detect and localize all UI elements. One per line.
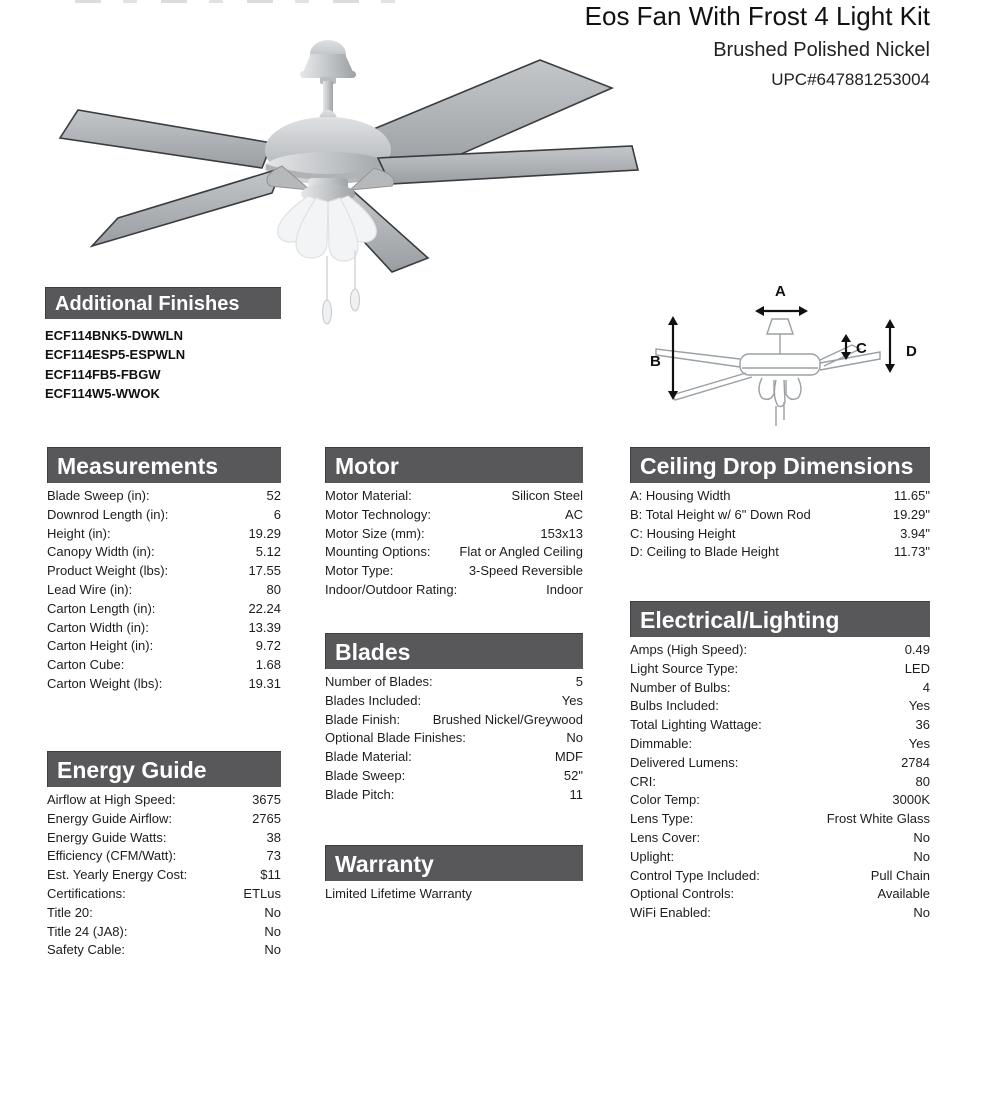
spec-value: 5	[575, 674, 583, 689]
spec-label: Carton Height (in):	[47, 638, 154, 654]
spec-row	[47, 600, 281, 619]
spec-row	[630, 697, 930, 716]
spec-value: 3675	[252, 792, 281, 807]
spec-label: Est. Yearly Energy Cost:	[47, 867, 188, 883]
spec-row	[325, 581, 583, 600]
spec-value: 22.24	[248, 600, 281, 616]
spec-label: Amps (High Speed):	[630, 642, 748, 657]
diagram-label-a: A	[775, 283, 786, 300]
spec-row	[325, 711, 583, 730]
measurements-header: Measurements	[47, 447, 281, 483]
diagram-label-d: D	[906, 343, 917, 360]
spec-value: No	[913, 829, 930, 845]
spec-row	[630, 810, 930, 829]
spec-value: 9.72	[255, 638, 281, 654]
spec-label: Optional Controls:	[630, 886, 735, 902]
canopy	[300, 40, 356, 78]
spec-row	[47, 506, 281, 525]
spec-row	[325, 692, 583, 711]
ceiling-drop-header: Ceiling Drop Dimensions	[630, 447, 930, 483]
spec-value: 38	[266, 829, 281, 845]
spec-value: 153x13	[540, 525, 583, 541]
spec-row	[325, 562, 583, 581]
spec-value: 52"	[563, 767, 583, 783]
spec-label: Blade Finish:	[325, 711, 401, 727]
spec-row	[630, 867, 930, 886]
spec-row	[630, 904, 930, 923]
spec-row	[325, 748, 583, 767]
spec-row	[47, 675, 281, 694]
spec-value: 5.12	[255, 544, 281, 560]
spec-label: Carton Width (in):	[47, 619, 149, 635]
spec-value: 3000K	[892, 792, 930, 808]
spec-row	[630, 506, 930, 525]
finish-sku: ECF114ESP5-ESPWLN	[45, 347, 186, 363]
spec-value: Pull Chain	[870, 867, 930, 883]
diagram-label-c: C	[856, 340, 867, 357]
spec-row	[47, 866, 281, 885]
spec-label: Title 20:	[47, 904, 93, 920]
spec-row	[630, 660, 930, 679]
spec-row	[47, 525, 281, 544]
spec-row	[630, 848, 930, 867]
motor-header: Motor	[325, 447, 583, 483]
spec-label: Motor Size (mm):	[325, 525, 425, 541]
spec-row	[630, 525, 930, 544]
spec-row	[47, 791, 281, 810]
spec-label: Lens Type:	[630, 811, 694, 827]
spec-row	[630, 754, 930, 773]
spec-row	[630, 679, 930, 698]
spec-row	[325, 767, 583, 786]
spec-label: Control Type Included:	[630, 867, 760, 883]
spec-label: Energy Guide Airflow:	[47, 810, 173, 826]
additional-finishes-section	[45, 287, 281, 403]
spec-label: Energy Guide Watts:	[47, 829, 167, 845]
spec-label: Certifications:	[47, 885, 126, 901]
spec-row	[630, 487, 930, 506]
spec-value: Silicon Steel	[511, 488, 583, 503]
spec-row	[47, 487, 281, 506]
spec-label: Product Weight (lbs):	[47, 563, 169, 579]
spec-value: ETLus	[243, 885, 281, 901]
spec-value: 19.29	[248, 525, 281, 541]
blades-header: Blades	[325, 633, 583, 669]
spec-row	[47, 619, 281, 638]
spec-row	[47, 847, 281, 866]
spec-value: 1.68	[255, 657, 281, 673]
spec-value: 73	[266, 848, 281, 864]
spec-label: Uplight:	[630, 848, 675, 864]
spec-row	[325, 487, 583, 506]
section-motor	[325, 447, 583, 600]
dimension-diagram	[640, 278, 960, 436]
spec-row	[47, 543, 281, 562]
spec-value: 11	[569, 786, 583, 802]
spec-value: 19.31	[248, 675, 281, 691]
spec-value: No	[264, 923, 281, 939]
spec-value: 36	[915, 717, 930, 733]
spec-value: Available	[877, 886, 930, 902]
spec-value: Frost White Glass	[826, 811, 930, 827]
spec-value: 6	[273, 506, 281, 522]
spec-row	[325, 506, 583, 525]
spec-row	[47, 562, 281, 581]
spec-value: 11.65"	[893, 488, 930, 503]
spec-label: Number of Blades:	[325, 674, 433, 689]
spec-value: No	[264, 904, 281, 920]
spec-row	[47, 656, 281, 675]
section-ceiling-drop	[630, 447, 930, 562]
spec-value: No	[913, 905, 930, 921]
spec-label: Optional Blade Finishes:	[325, 730, 466, 746]
upc-code: UPC#647881253004	[771, 69, 930, 89]
spec-label: Delivered Lumens:	[630, 754, 739, 770]
spec-value: Yes	[908, 735, 930, 751]
spec-row	[47, 810, 281, 829]
spec-row	[325, 786, 583, 805]
section-blades	[325, 633, 583, 805]
clipped-top-text	[75, 0, 410, 3]
spec-row	[630, 716, 930, 735]
electrical-lighting-header: Electrical/Lighting	[630, 601, 930, 637]
spec-label: Title 24 (JA8):	[47, 923, 128, 939]
spec-row	[630, 829, 930, 848]
spec-label: Carton Cube:	[47, 657, 125, 673]
spec-value: LED	[904, 660, 930, 676]
spec-label: B: Total Height w/ 6" Down Rod	[630, 506, 811, 522]
spec-label: Blade Pitch:	[325, 786, 395, 802]
spec-value: Flat or Angled Ceiling	[459, 544, 583, 560]
spec-label: D: Ceiling to Blade Height	[630, 544, 779, 560]
spec-label: Lead Wire (in):	[47, 581, 133, 597]
spec-value: Indoor	[546, 581, 583, 597]
spec-label: Carton Length (in):	[47, 600, 156, 616]
spec-label: Color Temp:	[630, 792, 700, 808]
spec-label: Blade Sweep (in):	[47, 488, 150, 503]
spec-row	[630, 543, 930, 562]
spec-label: WiFi Enabled:	[630, 905, 711, 921]
spec-row	[630, 773, 930, 792]
spec-value: Brushed Nickel/Greywood	[432, 711, 583, 727]
warranty-header: Warranty	[325, 845, 583, 881]
spec-value: 13.39	[248, 619, 281, 635]
spec-label: Carton Weight (lbs):	[47, 675, 163, 691]
spec-value: 80	[915, 773, 930, 789]
spec-row	[630, 791, 930, 810]
spec-row	[47, 885, 281, 904]
section-electrical-lighting	[630, 601, 930, 923]
spec-row	[47, 923, 281, 942]
spec-label: Number of Bulbs:	[630, 679, 731, 695]
spec-value: 17.55	[248, 563, 281, 579]
spec-value: 2784	[901, 754, 930, 770]
spec-value: 4	[922, 679, 930, 695]
spec-row	[630, 735, 930, 754]
spec-label: Airflow at High Speed:	[47, 792, 176, 807]
spec-label: Lens Cover:	[630, 829, 701, 845]
spec-value: AC	[564, 506, 583, 522]
spec-row	[47, 829, 281, 848]
spec-value: 2765	[252, 810, 281, 826]
spec-label: A: Housing Width	[630, 488, 731, 503]
spec-label: Motor Type:	[325, 563, 394, 579]
spec-row	[630, 885, 930, 904]
spec-row	[325, 543, 583, 562]
spec-row	[47, 904, 281, 923]
spec-value: 80	[266, 581, 281, 597]
spec-value: No	[566, 730, 583, 746]
finish-sku: ECF114FB5-FBGW	[45, 366, 161, 382]
spec-row	[47, 637, 281, 656]
spec-value: Yes	[908, 698, 930, 714]
page-title: Eos Fan With Frost 4 Light Kit	[584, 1, 930, 31]
spec-label: Dimmable:	[630, 735, 693, 751]
spec-label: Light Source Type:	[630, 660, 739, 676]
section-measurements	[47, 447, 281, 694]
spec-label: CRI:	[630, 773, 656, 789]
spec-value: 19.29"	[892, 506, 930, 522]
spec-label: Blade Sweep:	[325, 767, 406, 783]
spec-label: Downrod Length (in):	[47, 506, 169, 522]
spec-label: Canopy Width (in):	[47, 544, 155, 560]
spec-value: 11.73"	[893, 544, 930, 560]
spec-value: No	[264, 942, 281, 958]
spec-value: 52	[266, 488, 281, 503]
warranty-text: Limited Lifetime Warranty	[325, 886, 472, 901]
spec-label: Blades Included:	[325, 692, 422, 708]
spec-label: Efficiency (CFM/Watt):	[47, 848, 177, 864]
spec-row	[325, 525, 583, 544]
spec-label: C: Housing Height	[630, 525, 736, 541]
spec-label: Motor Material:	[325, 488, 412, 503]
spec-label: Total Lighting Wattage:	[630, 717, 762, 733]
spec-label: Bulbs Included:	[630, 698, 719, 714]
spec-label: Safety Cable:	[47, 942, 126, 958]
additional-finishes-header: Additional Finishes	[45, 287, 281, 319]
diagram-label-b: B	[650, 353, 661, 370]
spec-label: Motor Technology:	[325, 506, 431, 522]
finish-sku: ECF114W5-WWOK	[45, 385, 160, 401]
section-warranty	[325, 845, 583, 901]
spec-value: No	[913, 848, 930, 864]
spec-value: MDF	[554, 749, 583, 765]
light-kit	[278, 184, 377, 261]
spec-value: 3.94"	[900, 525, 930, 541]
energy-guide-header: Energy Guide	[47, 751, 281, 787]
spec-value: 3-Speed Reversible	[468, 563, 583, 579]
spec-value: 0.49	[904, 642, 930, 657]
spec-value: $11	[260, 867, 281, 883]
spec-row	[630, 641, 930, 660]
spec-row	[47, 941, 281, 960]
section-energy-guide	[47, 751, 281, 960]
finish-sku: ECF114BNK5-DWWLN	[45, 328, 183, 343]
spec-row	[325, 729, 583, 748]
spec-value: Yes	[561, 692, 583, 708]
spec-label: Indoor/Outdoor Rating:	[325, 581, 458, 597]
spec-label: Blade Material:	[325, 749, 412, 765]
spec-row	[47, 581, 281, 600]
finish-name: Brushed Polished Nickel	[713, 38, 930, 61]
spec-label: Height (in):	[47, 525, 111, 541]
spec-row	[325, 673, 583, 692]
spec-label: Mounting Options:	[325, 544, 431, 560]
